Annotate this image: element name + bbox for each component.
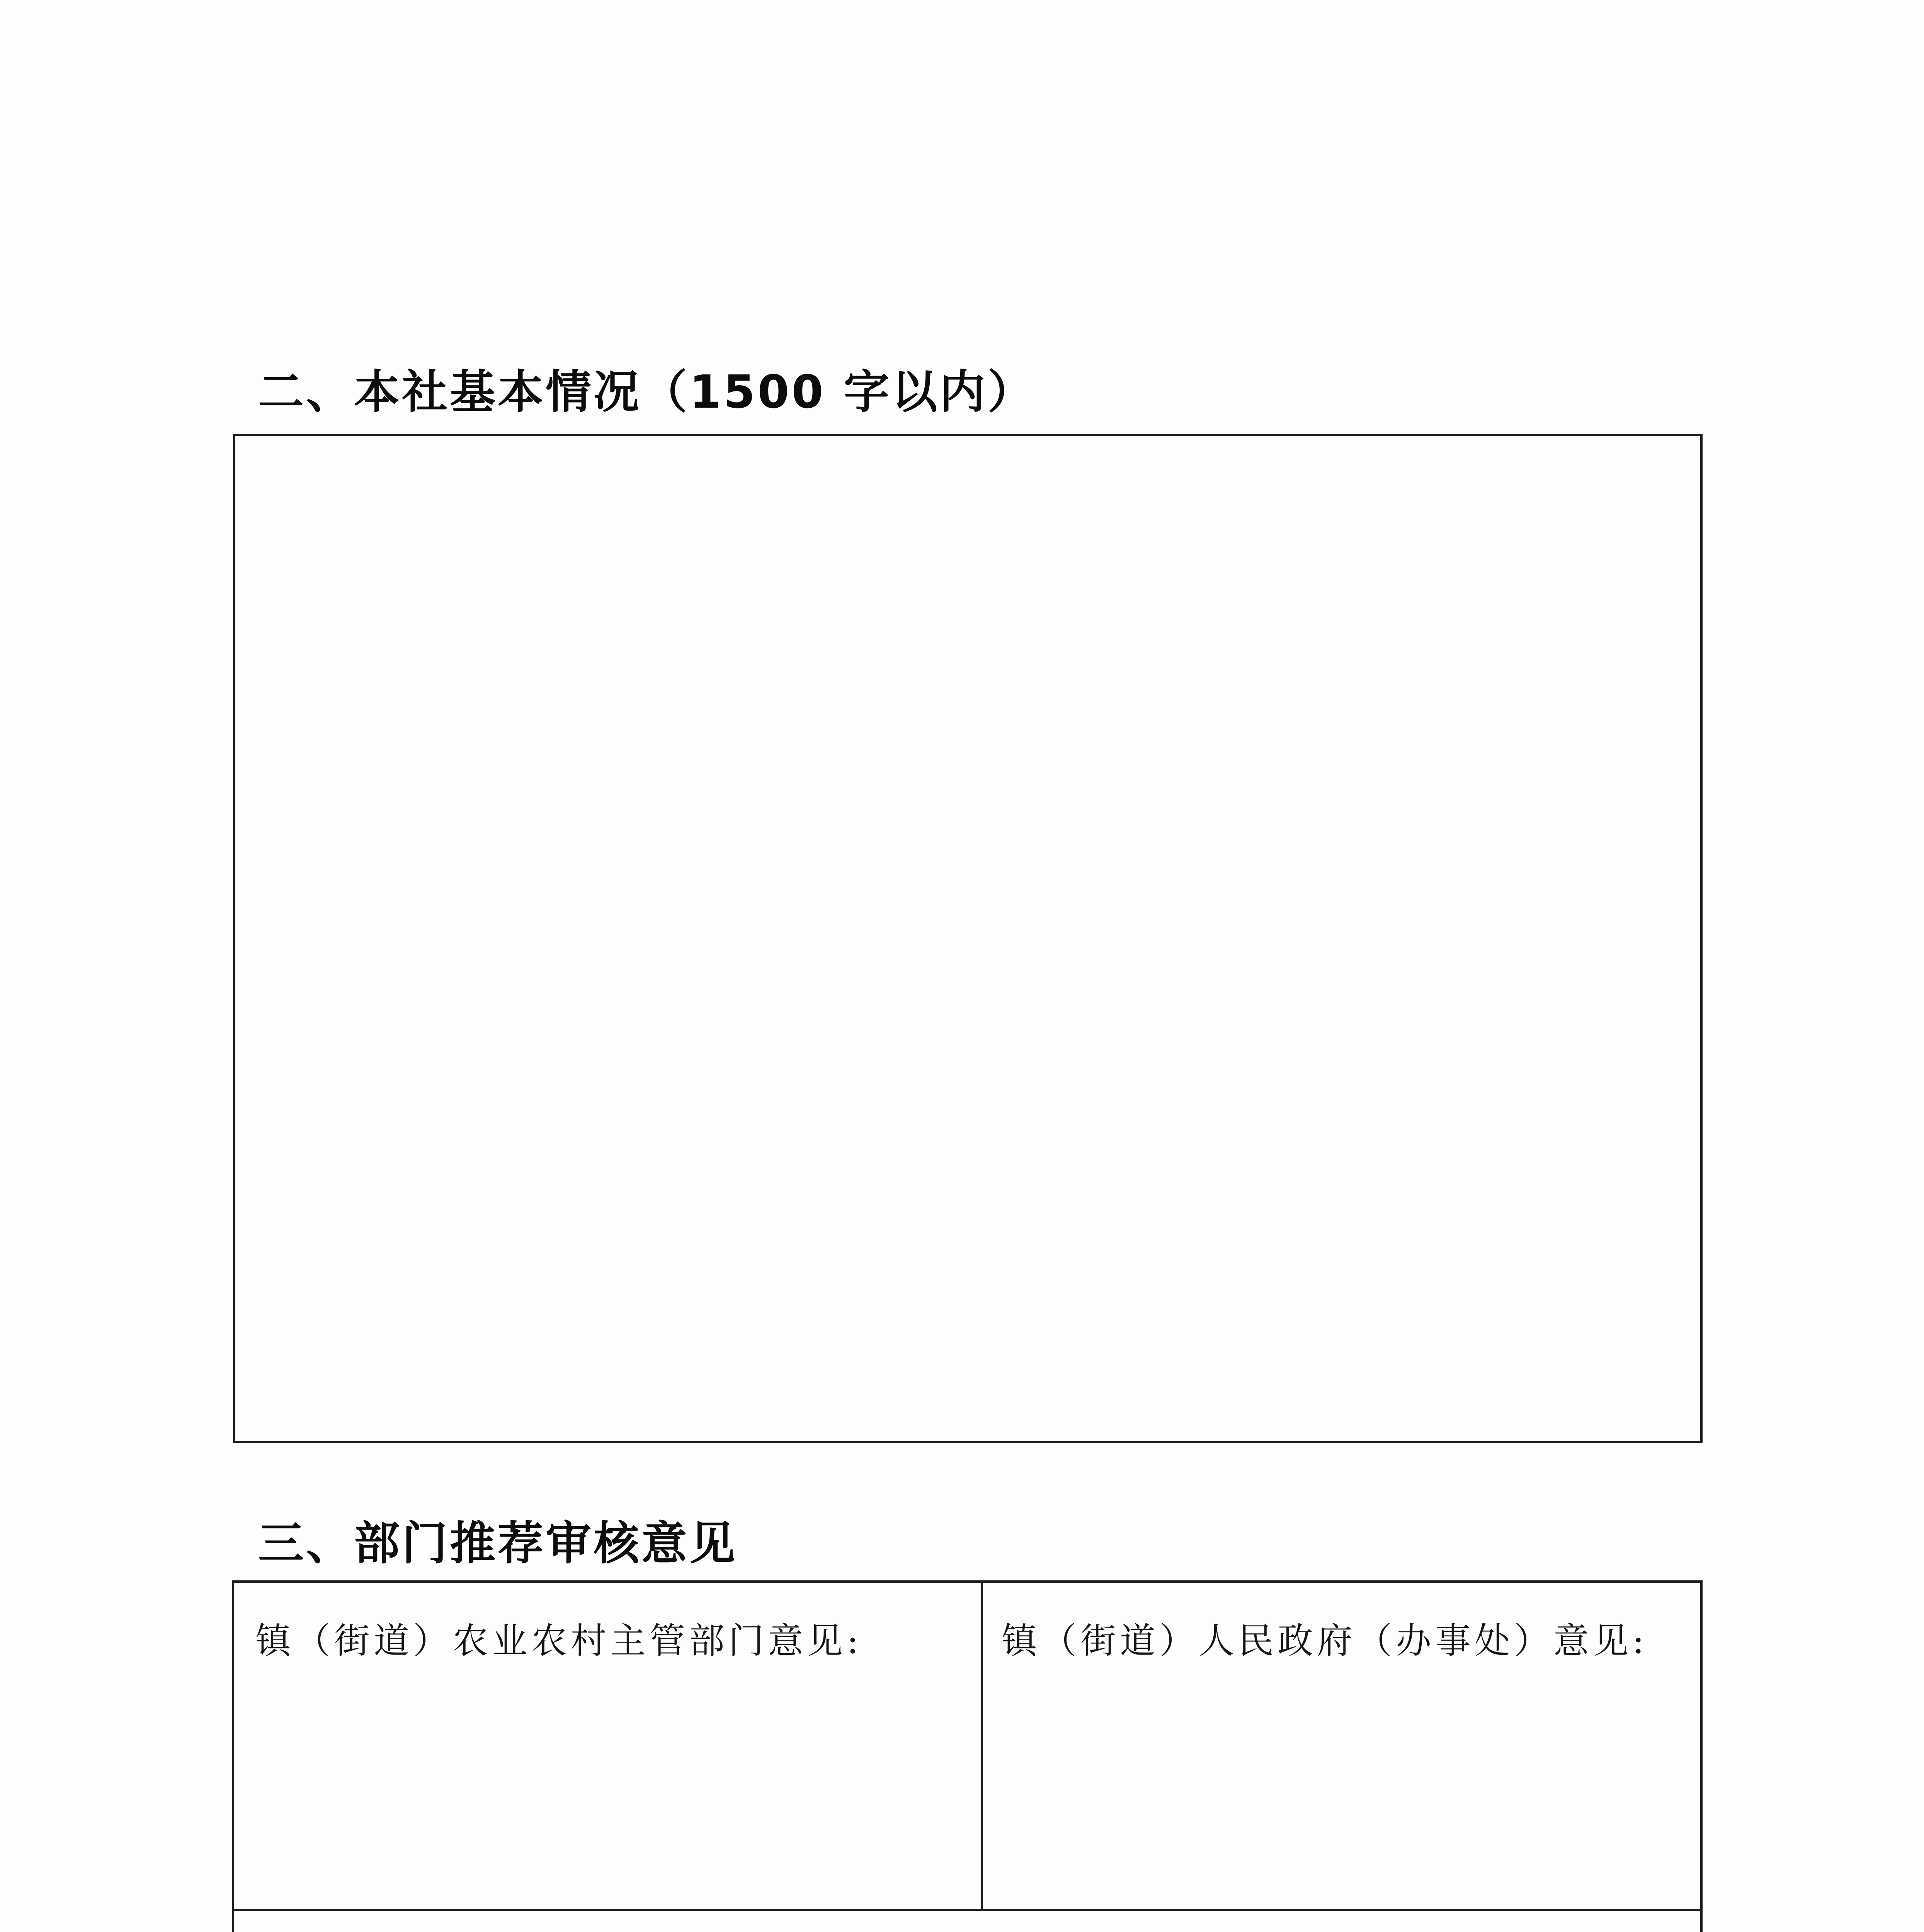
- section-heading-review-opinions: 三、部门推荐审核意见: [258, 1517, 738, 1570]
- town-government-opinion-cell[interactable]: [983, 1583, 1700, 1911]
- section-heading-basic-info: 二、本社基本情况（1500 字以内）: [258, 365, 1036, 418]
- town-agri-department-opinion-label: 镇（街道）农业农村主管部门意见:: [255, 1620, 862, 1662]
- review-opinions-table: [232, 1580, 1703, 1932]
- basic-info-text-box[interactable]: [233, 434, 1703, 1443]
- town-agri-department-opinion-cell[interactable]: [234, 1583, 983, 1911]
- town-government-opinion-label: 镇（街道）人民政府（办事处）意见:: [1002, 1620, 1648, 1662]
- district-agri-bureau-opinion-cell[interactable]: [234, 1911, 1700, 1932]
